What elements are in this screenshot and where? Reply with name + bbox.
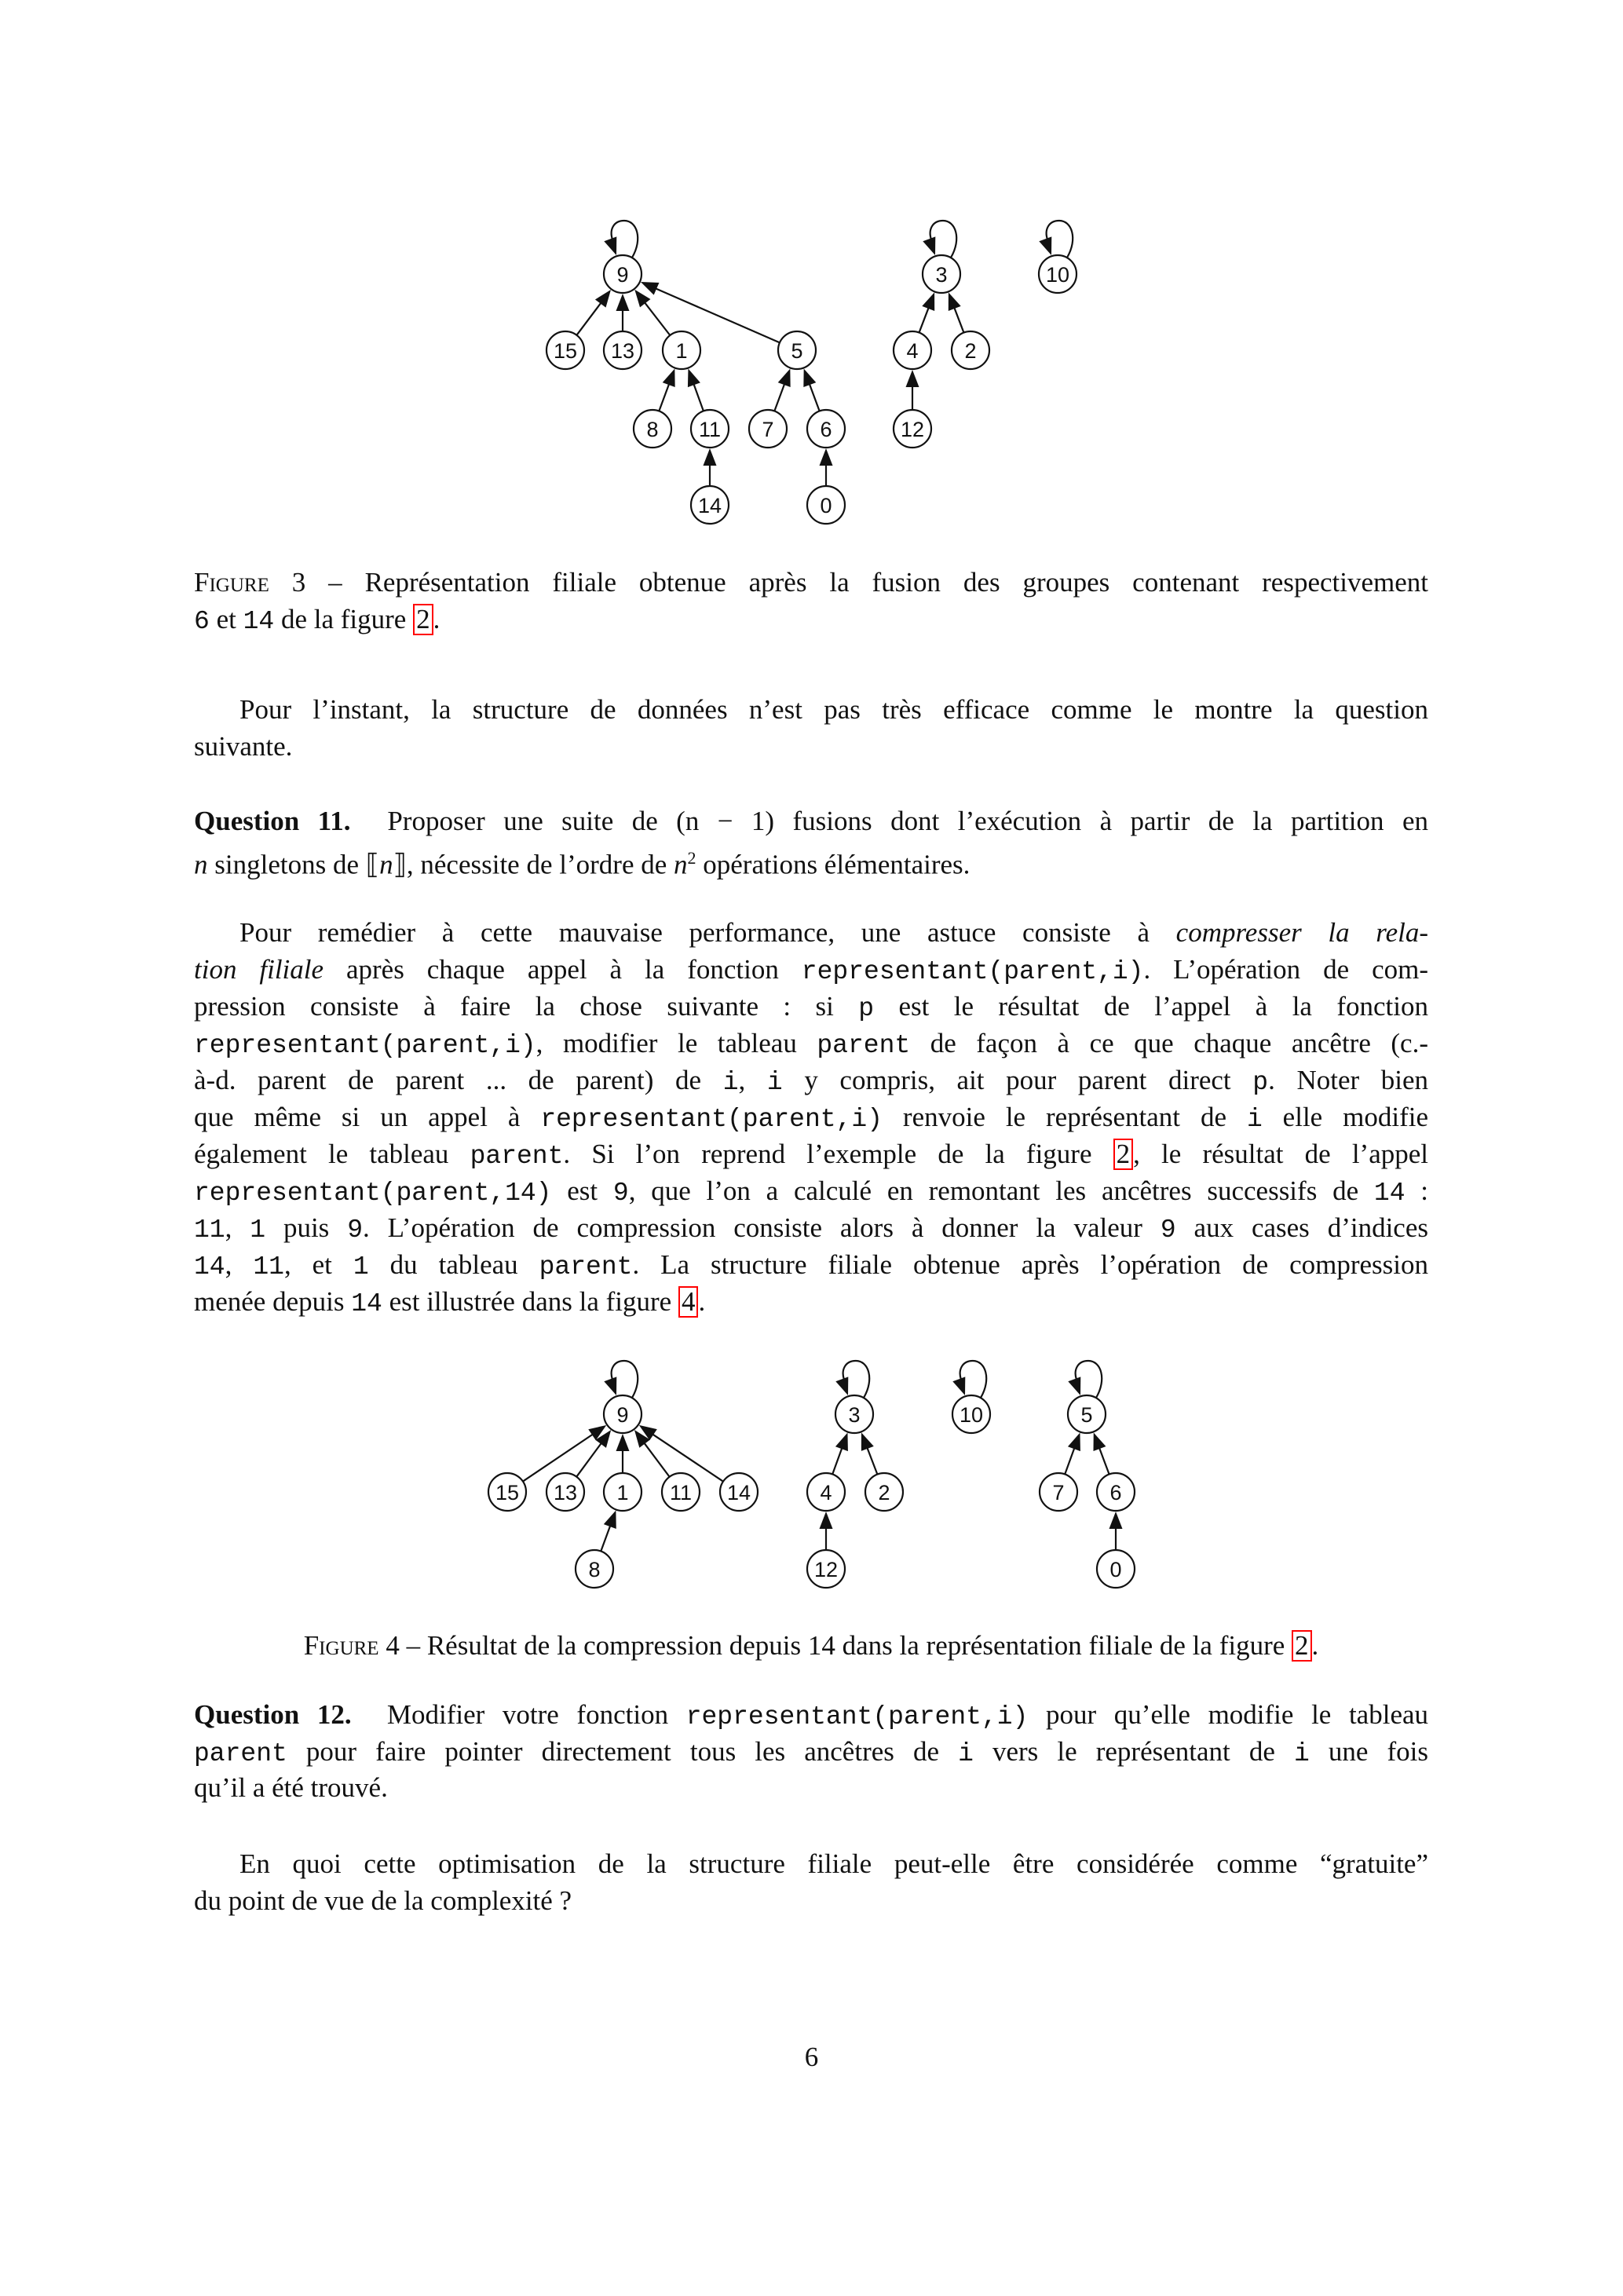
page-number: 6: [804, 2042, 819, 2072]
self-loop-9: [604, 1361, 638, 1398]
paragraph-2-line-4: representant(parent,i), modifier le tableau parent de façon à ce que chaque ancêtre (c.-: [194, 1028, 1428, 1060]
node-13: [546, 1473, 584, 1511]
figure-2-link[interactable]: 2: [1113, 1139, 1134, 1170]
svg-text:7: 7: [762, 418, 774, 441]
svg-text:1: 1: [616, 1481, 629, 1504]
arrowhead-icon: [1068, 1377, 1080, 1395]
svg-text:12: 12: [900, 418, 925, 441]
node-5: [1068, 1361, 1106, 1433]
svg-text:4: 4: [906, 339, 919, 363]
question-11-line-1: Question 11. Proposer une suite de (n − 1) fusions dont l’exécution à partir de la partition en: [194, 806, 1428, 836]
svg-text:10: 10: [959, 1403, 984, 1427]
edge-2-to-3: [861, 1432, 877, 1474]
node-15: [488, 1473, 526, 1511]
svg-text:6: 6: [1109, 1481, 1122, 1504]
svg-text:13: 13: [553, 1481, 578, 1504]
svg-text:15: 15: [495, 1481, 520, 1504]
svg-text:11: 11: [698, 418, 722, 441]
svg-text:15: 15: [553, 339, 578, 363]
question-11-label: Question 11.: [194, 806, 351, 836]
node-10: [952, 1361, 990, 1433]
svg-text:8: 8: [646, 418, 659, 441]
svg-text:2: 2: [964, 339, 977, 363]
svg-text:14: 14: [697, 494, 722, 517]
paragraph-3-line-2: du point de vue de la complexité ?: [194, 1885, 572, 1916]
edge-6-to-5: [1093, 1432, 1109, 1474]
svg-text:3: 3: [848, 1403, 861, 1427]
arrowhead-icon: [1068, 1432, 1080, 1451]
arrowhead-icon: [616, 1434, 630, 1451]
node-4: [807, 1473, 845, 1511]
self-loop-3: [835, 1361, 869, 1398]
self-loop-5: [1068, 1361, 1102, 1398]
figure-3-caption-line-1: Figure 3 – Représentation filiale obtenue après la fusion des groupes contenant respectivement: [194, 567, 1428, 598]
edge-7-to-5: [1065, 1432, 1080, 1474]
paragraph-2-line-9: 11, 1 puis 9. L’opération de compression consiste alors à donner la valeur 9 aux cases d’indices: [194, 1212, 1428, 1245]
figure-2-link[interactable]: 2: [1292, 1630, 1312, 1662]
svg-text:10: 10: [1045, 263, 1070, 287]
node-14: [720, 1473, 758, 1511]
arrowhead-icon: [1109, 1512, 1123, 1529]
svg-text:13: 13: [610, 339, 635, 363]
svg-text:2: 2: [878, 1481, 890, 1504]
figure-4-label: Figure 4: [303, 1630, 400, 1661]
question-12-line-3: qu’il a été trouvé.: [194, 1772, 388, 1803]
paragraph-2-line-3: pression consiste à faire la chose suivante : si p est le résultat de l’appel à la fonction: [194, 991, 1428, 1023]
edge-12-to-4: [820, 1512, 833, 1550]
paragraph-2-line-8: representant(parent,14) est 9, que l’on a calculé en remontant les ancêtres successifs de 14 :: [194, 1175, 1428, 1208]
question-12-label: Question 12.: [194, 1699, 352, 1730]
question-12-line-1: Question 12. Modifier votre fonction representant(parent,i) pour qu’elle modifie le tableau: [194, 1699, 1429, 1731]
svg-text:0: 0: [1109, 1558, 1122, 1581]
paragraph-2-line-1: Pour remédier à cette mauvaise performance, une astuce consiste à compresser la rela-: [239, 917, 1428, 948]
svg-text:0: 0: [820, 494, 832, 517]
svg-text:11: 11: [669, 1481, 693, 1504]
node-2: [865, 1473, 903, 1511]
svg-text:9: 9: [616, 263, 629, 287]
svg-text:6: 6: [820, 418, 832, 441]
node-1: [604, 1473, 642, 1511]
question-11-line-2: n singletons de ⟦n⟧, nécessite de l’ordre de $n^2$ opérations élémentaires.: [194, 848, 971, 880]
arrowhead-icon: [1093, 1432, 1106, 1451]
paragraph-3-line-1: En quoi cette optimisation de la structure filiale peut-elle être considérée comme “gratuite”: [239, 1848, 1428, 1879]
paragraph-1-line-2: suivante.: [194, 731, 293, 762]
edge-8-to-1: [601, 1510, 616, 1551]
figure-2-link[interactable]: 2: [413, 604, 433, 635]
figure-4-caption: Figure 4 – Résultat de la compression depuis 14 dans la représentation filiale de la figure 2 .: [303, 1630, 1319, 1661]
svg-text:7: 7: [1052, 1481, 1065, 1504]
svg-text:14: 14: [726, 1481, 751, 1504]
node-0: [1097, 1550, 1135, 1588]
edge-11-to-9: [634, 1430, 670, 1477]
svg-text:8: 8: [588, 1558, 601, 1581]
self-loop-10: [952, 1361, 986, 1398]
paragraph-2-line-10: 14, 11, et 1 du tableau parent. La structure filiale obtenue après l’opération de compression: [194, 1249, 1429, 1281]
node-6: [1097, 1473, 1135, 1511]
arrowhead-icon: [835, 1432, 848, 1451]
paragraph-1-line-1: Pour l’instant, la structure de données n’est pas très efficace comme le montre la question: [239, 694, 1428, 725]
paragraph-2-line-2: tion filiale après chaque appel à la fonction representant(parent,i). L’opération de com-: [194, 954, 1428, 986]
svg-text:1: 1: [675, 339, 688, 363]
svg-text:5: 5: [791, 339, 803, 363]
paragraph-2-line-6: que même si un appel à representant(parent,i) renvoie le représentant de i elle modifie: [194, 1102, 1428, 1134]
node-3: [835, 1361, 873, 1433]
node-9: [604, 1361, 642, 1433]
svg-text:5: 5: [1080, 1403, 1093, 1427]
figure-3-caption-line-2: 6 et 14 de la figure 2 .: [194, 604, 440, 636]
svg-text:9: 9: [616, 1403, 629, 1427]
svg-text:4: 4: [820, 1481, 832, 1504]
arrowhead-icon: [604, 1510, 616, 1529]
edge-1-to-9: [616, 1434, 630, 1473]
paragraph-2-line-5: à-d. parent de parent ... de parent) de i, i y compris, ait pour parent direct p. Noter bien: [194, 1065, 1429, 1097]
node-12: [807, 1550, 845, 1588]
arrowhead-icon: [835, 1377, 848, 1395]
edge-4-to-3: [832, 1432, 848, 1474]
question-12-line-2: parent pour faire pointer directement tous les ancêtres de i vers le représentant de i une fois: [194, 1736, 1428, 1768]
arrowhead-icon: [952, 1377, 965, 1395]
paragraph-2-line-11: menée depuis 14 est illustrée dans la figure 4 .: [194, 1286, 706, 1318]
arrowhead-icon: [604, 1377, 616, 1395]
edge-0-to-6: [1109, 1512, 1123, 1550]
node-11: [662, 1473, 700, 1511]
figure-3-label: Figure 3: [194, 567, 306, 598]
node-7: [1040, 1473, 1077, 1511]
svg-text:12: 12: [813, 1558, 839, 1581]
arrowhead-icon: [820, 1512, 833, 1529]
figure-4-link[interactable]: 4: [678, 1286, 699, 1318]
paragraph-2-line-7: également le tableau parent. Si l’on reprend l’exemple de la figure 2 , le résultat de l’appel: [194, 1139, 1429, 1171]
arrowhead-icon: [861, 1432, 874, 1451]
svg-text:3: 3: [935, 263, 948, 287]
node-8: [576, 1550, 613, 1588]
